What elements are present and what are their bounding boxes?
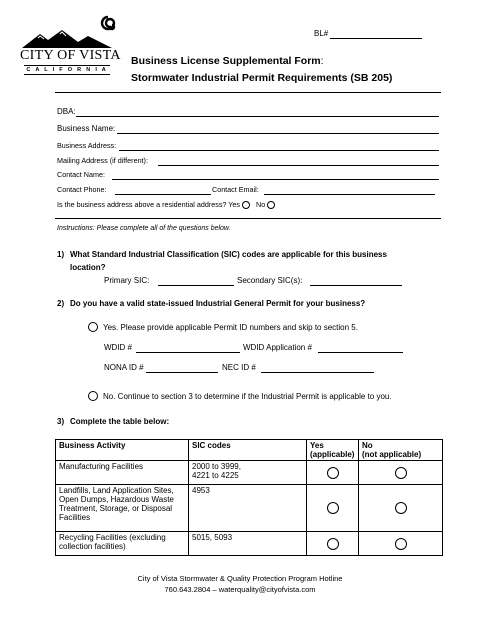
table-row — [56, 532, 443, 556]
sic-cell: 2000 to 3999, 4221 to 4225 — [189, 461, 307, 485]
col-yes-line2: (applicable) — [310, 450, 355, 459]
bl-underline — [330, 38, 422, 39]
logo-state-bar — [24, 65, 110, 75]
form-subtitle: Stormwater Industrial Permit Requirements (SB 205) — [131, 72, 393, 84]
logo-state-text: C A L I F O R N I A — [26, 67, 108, 73]
sic-cell: 5015, 5093 — [189, 532, 307, 556]
logo-mountains-icon — [22, 30, 112, 48]
contact-phone-input[interactable] — [115, 194, 211, 195]
dba-label: DBA: — [57, 107, 76, 116]
q2-number: 2) — [57, 299, 65, 308]
q3-text: Complete the table below: — [70, 417, 170, 426]
residential-question — [57, 200, 275, 209]
instructions: Instructions: Please complete all of the questions below. — [57, 225, 231, 232]
primary-sic-input[interactable] — [158, 285, 234, 286]
footer-line-1: City of Vista Stormwater & Quality Protection Program Hotline — [137, 574, 343, 583]
q2-no-radio[interactable] — [88, 391, 98, 401]
yes-cell — [307, 461, 359, 485]
bl-label: BL# — [314, 29, 329, 38]
col-no — [359, 440, 443, 461]
no-cell — [359, 532, 443, 556]
row1-no-radio[interactable] — [395, 467, 407, 479]
no-cell — [359, 461, 443, 485]
col-yes-line1: Yes — [310, 441, 324, 450]
nona-label: NONA ID # — [104, 363, 144, 372]
row2-no-radio[interactable] — [395, 502, 407, 514]
wdid-input[interactable] — [136, 352, 240, 353]
q2-yes-option: Yes. Please provide applicable Permit ID numbers and skip to section 5. — [103, 323, 358, 332]
title-colon: : — [320, 55, 324, 67]
nona-input[interactable] — [146, 372, 218, 373]
q2-no-option: No. Continue to section 3 to determine if the Industrial Permit is applicable to you. — [103, 392, 392, 401]
form-title — [131, 55, 324, 67]
row3-yes-radio[interactable] — [327, 538, 339, 550]
col-no-line2: (not applicable) — [362, 450, 422, 459]
business-name-input[interactable] — [117, 133, 439, 134]
business-address-input[interactable] — [119, 150, 439, 151]
residential-no-radio[interactable] — [267, 201, 275, 209]
residential-yes-radio[interactable] — [242, 201, 250, 209]
yes-cell — [307, 532, 359, 556]
q2-text: Do you have a valid state-issued Industrial General Permit for your business? — [70, 299, 366, 308]
yes-cell — [307, 485, 359, 532]
col-sic-codes: SIC codes — [189, 440, 307, 461]
row3-no-radio[interactable] — [395, 538, 407, 550]
mailing-address-input[interactable] — [158, 165, 439, 166]
business-activity-table — [55, 439, 443, 556]
city-logo — [18, 14, 121, 74]
residential-no-label: No — [256, 200, 266, 209]
dba-input[interactable] — [76, 116, 439, 117]
title-line-1: Business License Supplemental Form — [131, 55, 321, 67]
q3-number: 3) — [57, 417, 65, 426]
no-cell — [359, 485, 443, 532]
table-row — [56, 461, 443, 485]
mailing-address-label: Mailing Address (if different): — [57, 156, 148, 165]
logo-city-text: CITY OF VISTA — [20, 48, 121, 63]
contact-name-label: Contact Name: — [57, 170, 105, 179]
fields-divider — [55, 218, 441, 219]
col-business-activity: Business Activity — [56, 440, 189, 461]
col-no-line1: No — [362, 441, 373, 450]
table-header-row — [56, 440, 443, 461]
q1-text-line1: What Standard Industrial Classification (SIC) codes are applicable for this business — [70, 250, 387, 259]
sic-cell: 4953 — [189, 485, 307, 532]
q2-yes-radio[interactable] — [88, 322, 98, 332]
contact-email-input[interactable] — [264, 194, 435, 195]
bl-number-field[interactable] — [314, 29, 328, 38]
business-address-label: Business Address: — [57, 141, 117, 150]
footer-line-2: 760.643.2804 – waterquality@cityofvista.com — [164, 585, 316, 594]
row2-yes-radio[interactable] — [327, 502, 339, 514]
q1-number: 1) — [57, 250, 65, 259]
wdid-label: WDID # — [104, 343, 132, 352]
wdid-application-input[interactable] — [318, 352, 403, 353]
activity-cell: Manufacturing Facilities — [56, 461, 189, 485]
secondary-sic-label: Secondary SIC(s): — [237, 276, 303, 285]
contact-name-input[interactable] — [112, 179, 439, 180]
table-row — [56, 485, 443, 532]
col-yes — [307, 440, 359, 461]
title-divider — [55, 92, 441, 93]
residential-question-text: Is the business address above a residential address? — [57, 200, 227, 209]
secondary-sic-input[interactable] — [310, 285, 402, 286]
residential-yes-label: Yes — [228, 200, 241, 209]
business-name-label: Business Name: — [57, 124, 116, 133]
activity-cell: Recycling Facilities (excluding collection facilities) — [56, 532, 189, 556]
nec-input[interactable] — [261, 372, 374, 373]
contact-phone-label: Contact Phone: — [57, 185, 107, 194]
primary-sic-label: Primary SIC: — [104, 276, 150, 285]
nec-label: NEC ID # — [222, 363, 256, 372]
wdid-application-label: WDID Application # — [243, 343, 312, 352]
row1-yes-radio[interactable] — [327, 467, 339, 479]
activity-cell: Landfills, Land Application Sites, Open Dumps, Hazardous Waste Treatment, Storage, or Disposal Facilities — [56, 485, 189, 532]
contact-email-label: Contact Email: — [212, 185, 259, 194]
q1-text-line2: location? — [70, 263, 106, 272]
